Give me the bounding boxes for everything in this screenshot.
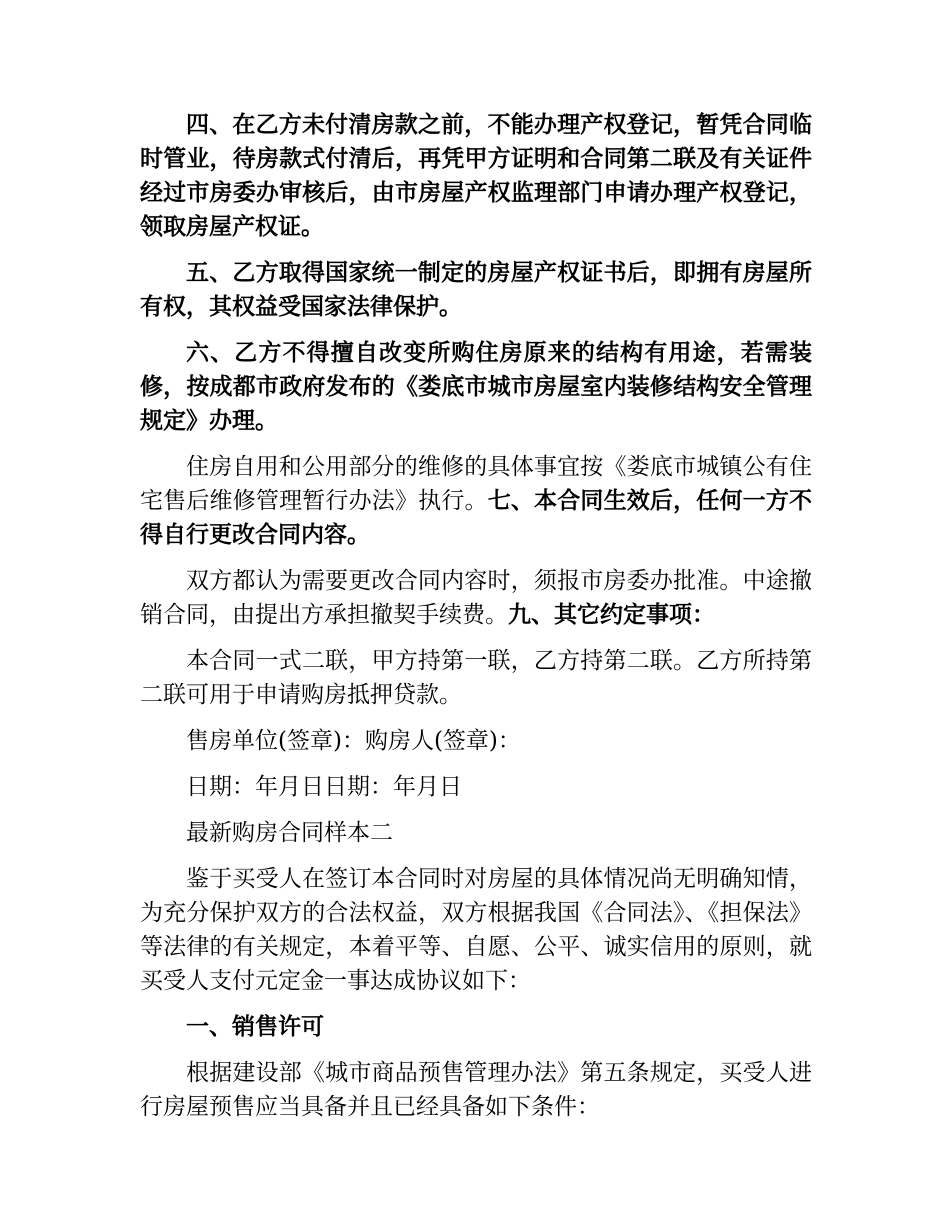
clause-five-text: 五、乙方取得国家统一制定的房屋产权证书后，即拥有房屋所有权，其权益受国家法律保护。	[140, 259, 812, 320]
maintenance-paragraph	[140, 450, 812, 552]
signature-line	[140, 724, 812, 758]
sample-two-title	[140, 816, 812, 850]
preamble-paragraph	[140, 862, 812, 998]
sample-two-title-text: 最新购房合同样本二	[186, 820, 393, 846]
preamble-text: 鉴于买受人在签订本合同时对房屋的具体情况尚无明确知情，为充分保护双方的合法权益，双方根据我国《合同法》、《担保法》等法律的有关规定，本着平等、自愿、公平、诚实信用的原则，就买受人支付元定金一事达成协议如下：	[140, 866, 812, 994]
clause-four-text: 四、在乙方未付清房款之前，不能办理产权登记，暂凭合同临时管业，待房款式付清后，再凭甲方证明和合同第二联及有关证件经过市房委办审核后，由市房屋产权监理部门申请办理产权登记，领取房屋产权证。	[140, 111, 812, 240]
date-text: 日期：年月日日期：年月日	[186, 774, 462, 800]
clause-six-paragraph	[140, 336, 812, 438]
clause-four-paragraph	[140, 108, 812, 244]
sales-permit-text: 根据建设部《城市商品预售管理办法》第五条规定，买受人进行房屋预售应当具备并且已经具备如下条件：	[140, 1060, 812, 1120]
section-one-heading-text: 一、销售许可	[186, 1013, 324, 1040]
sales-permit-paragraph	[140, 1056, 812, 1124]
date-line	[140, 770, 812, 804]
section-one-heading	[140, 1010, 812, 1044]
amendment-paragraph	[140, 564, 812, 632]
maintenance-text: 住房自用和公用部分的维修的具体事宜按《娄底市城镇公有住宅售后维修管理暂行办法》执行。	[140, 454, 812, 514]
signature-text: 售房单位(签章)：购房人(签章)：	[186, 728, 521, 754]
document-page	[140, 108, 812, 1136]
amendment-text: 双方都认为需要更改合同内容时，须报市房委办批准。中途撤销合同，由提出方承担撤契手续费。	[140, 568, 812, 628]
copies-text: 本合同一式二联，甲方持第一联，乙方持第二联。乙方所持第二联可用于申请购房抵押贷款。	[140, 648, 812, 708]
clause-six-text: 六、乙方不得擅自改变所购住房原来的结构有用途，若需装修，按成都市政府发布的《娄底市城市房屋室内装修结构安全管理规定》办理。	[140, 339, 812, 434]
clause-seven-text: 七、本合同生效后，任何一方不得自行更改合同内容。	[140, 487, 813, 548]
copies-paragraph	[140, 644, 812, 712]
clause-five-paragraph	[140, 256, 812, 324]
clause-nine-heading: 九、其它约定事项：	[508, 601, 715, 628]
